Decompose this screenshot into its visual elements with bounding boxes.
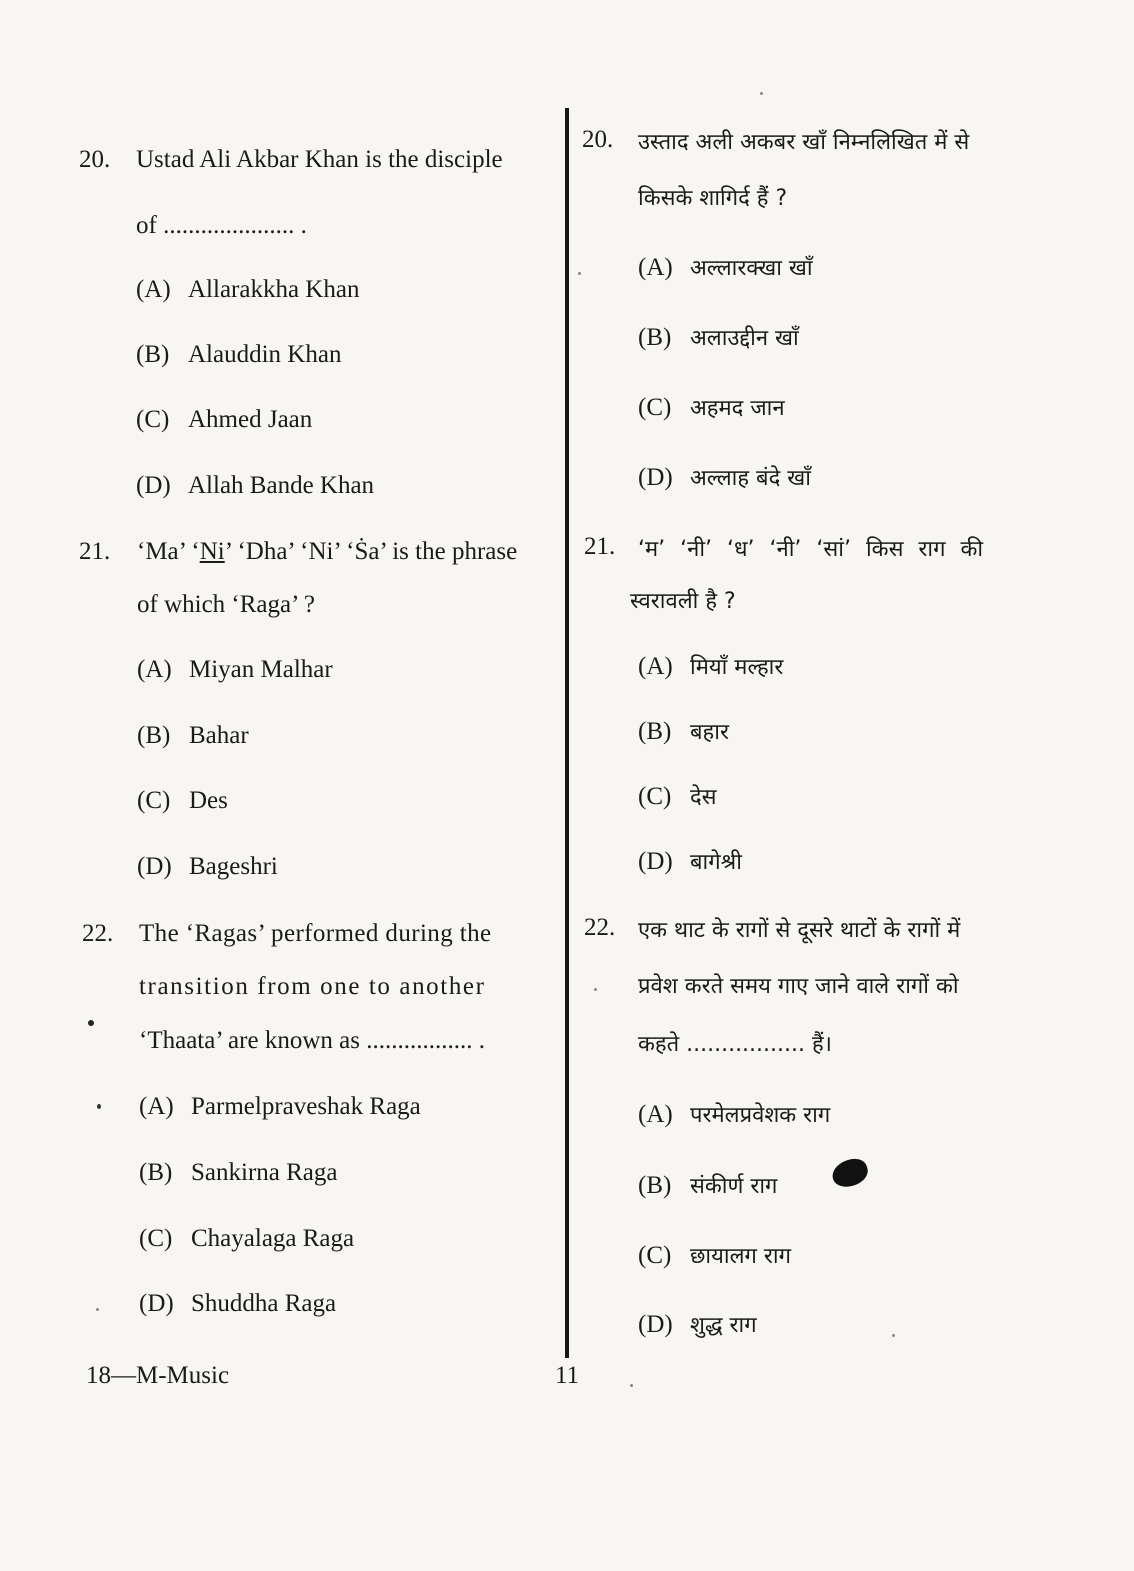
option-c: (C) अहमद जान [638, 394, 785, 421]
question-text: एक थाट के रागों से दूसरे थाटों के रागों में [638, 918, 961, 943]
scan-speck [88, 1020, 94, 1026]
option-d: (D) Shuddha Raga [139, 1290, 337, 1317]
question-number: 22. [82, 920, 114, 947]
option-b: (B) Bahar [137, 722, 249, 749]
question-text: स्वरावली है ? [630, 589, 736, 614]
option-c: (C) Chayalaga Raga [139, 1225, 355, 1252]
question-text: ‘म’ ‘नी’ ‘ध’ ‘नी’ ‘सां’ किस राग की [638, 537, 984, 562]
option-c: (C) Des [137, 787, 228, 814]
option-a: (A) Miyan Malhar [137, 656, 333, 683]
question-text: कहते ................. हैं। [638, 1032, 833, 1057]
option-c: (C) Ahmed Jaan [136, 406, 313, 433]
scan-speck [892, 1334, 895, 1337]
question-number: 20. [79, 146, 111, 173]
ink-blot [829, 1155, 871, 1191]
option-d: (D) बागेश्री [638, 848, 742, 875]
question-text: ‘Thaata’ are known as ................. . [139, 1027, 485, 1054]
question-text: transition from one to another [139, 973, 486, 1000]
option-b: (B) संकीर्ण राग [638, 1172, 778, 1199]
question-text: ‘Ma’ ‘Ni’ ‘Dha’ ‘Ni’ ‘Ṡa’ is the phrase [137, 538, 518, 565]
option-a: (A) Allarakkha Khan [136, 276, 360, 303]
scan-speck [594, 988, 597, 991]
exam-code: 18—M-Music [86, 1362, 230, 1389]
option-d: (D) शुद्ध राग [638, 1311, 757, 1338]
option-a: (A) अल्लारक्खा खाँ [638, 254, 813, 281]
option-d: (D) Bageshri [137, 853, 278, 880]
option-b: (B) बहार [638, 718, 729, 745]
option-b: (B) Alauddin Khan [136, 341, 342, 368]
column-divider [565, 108, 569, 1358]
scan-speck [630, 1384, 633, 1387]
option-c: (C) देस [638, 783, 717, 810]
question-text: The ‘Ragas’ performed during the [139, 920, 492, 947]
question-number: 22. [584, 914, 616, 941]
option-a: (A) Parmelpraveshak Raga [139, 1093, 421, 1120]
option-b: (B) Sankirna Raga [139, 1159, 338, 1186]
question-text: of ..................... . [136, 212, 307, 239]
option-d: (D) अल्लाह बंदे खाँ [638, 464, 811, 491]
option-b: (B) अलाउद्दीन खाँ [638, 324, 799, 351]
option-a: (A) परमेलप्रवेशक राग [638, 1101, 831, 1128]
question-number: 21. [79, 538, 111, 565]
option-d: (D) Allah Bande Khan [136, 472, 375, 499]
question-text: उस्ताद अली अकबर खाँ निम्नलिखित में से [638, 130, 970, 155]
question-text: of which ‘Raga’ ? [137, 591, 315, 618]
scan-speck [97, 1104, 101, 1109]
question-number: 21. [584, 533, 616, 560]
page-number: 11 [555, 1362, 580, 1389]
scan-speck [760, 92, 763, 95]
question-number: 20. [582, 126, 614, 153]
question-text: Ustad Ali Akbar Khan is the disciple [136, 146, 503, 173]
scan-speck [578, 272, 581, 275]
question-text: प्रवेश करते समय गाए जाने वाले रागों को [638, 974, 959, 999]
underlined-ni: Ni [199, 538, 225, 565]
scan-speck [96, 1308, 99, 1311]
question-text: किसके शागिर्द हैं ? [638, 186, 788, 211]
option-a: (A) मियाँ मल्हार [638, 653, 784, 680]
option-c: (C) छायालग राग [638, 1242, 791, 1269]
